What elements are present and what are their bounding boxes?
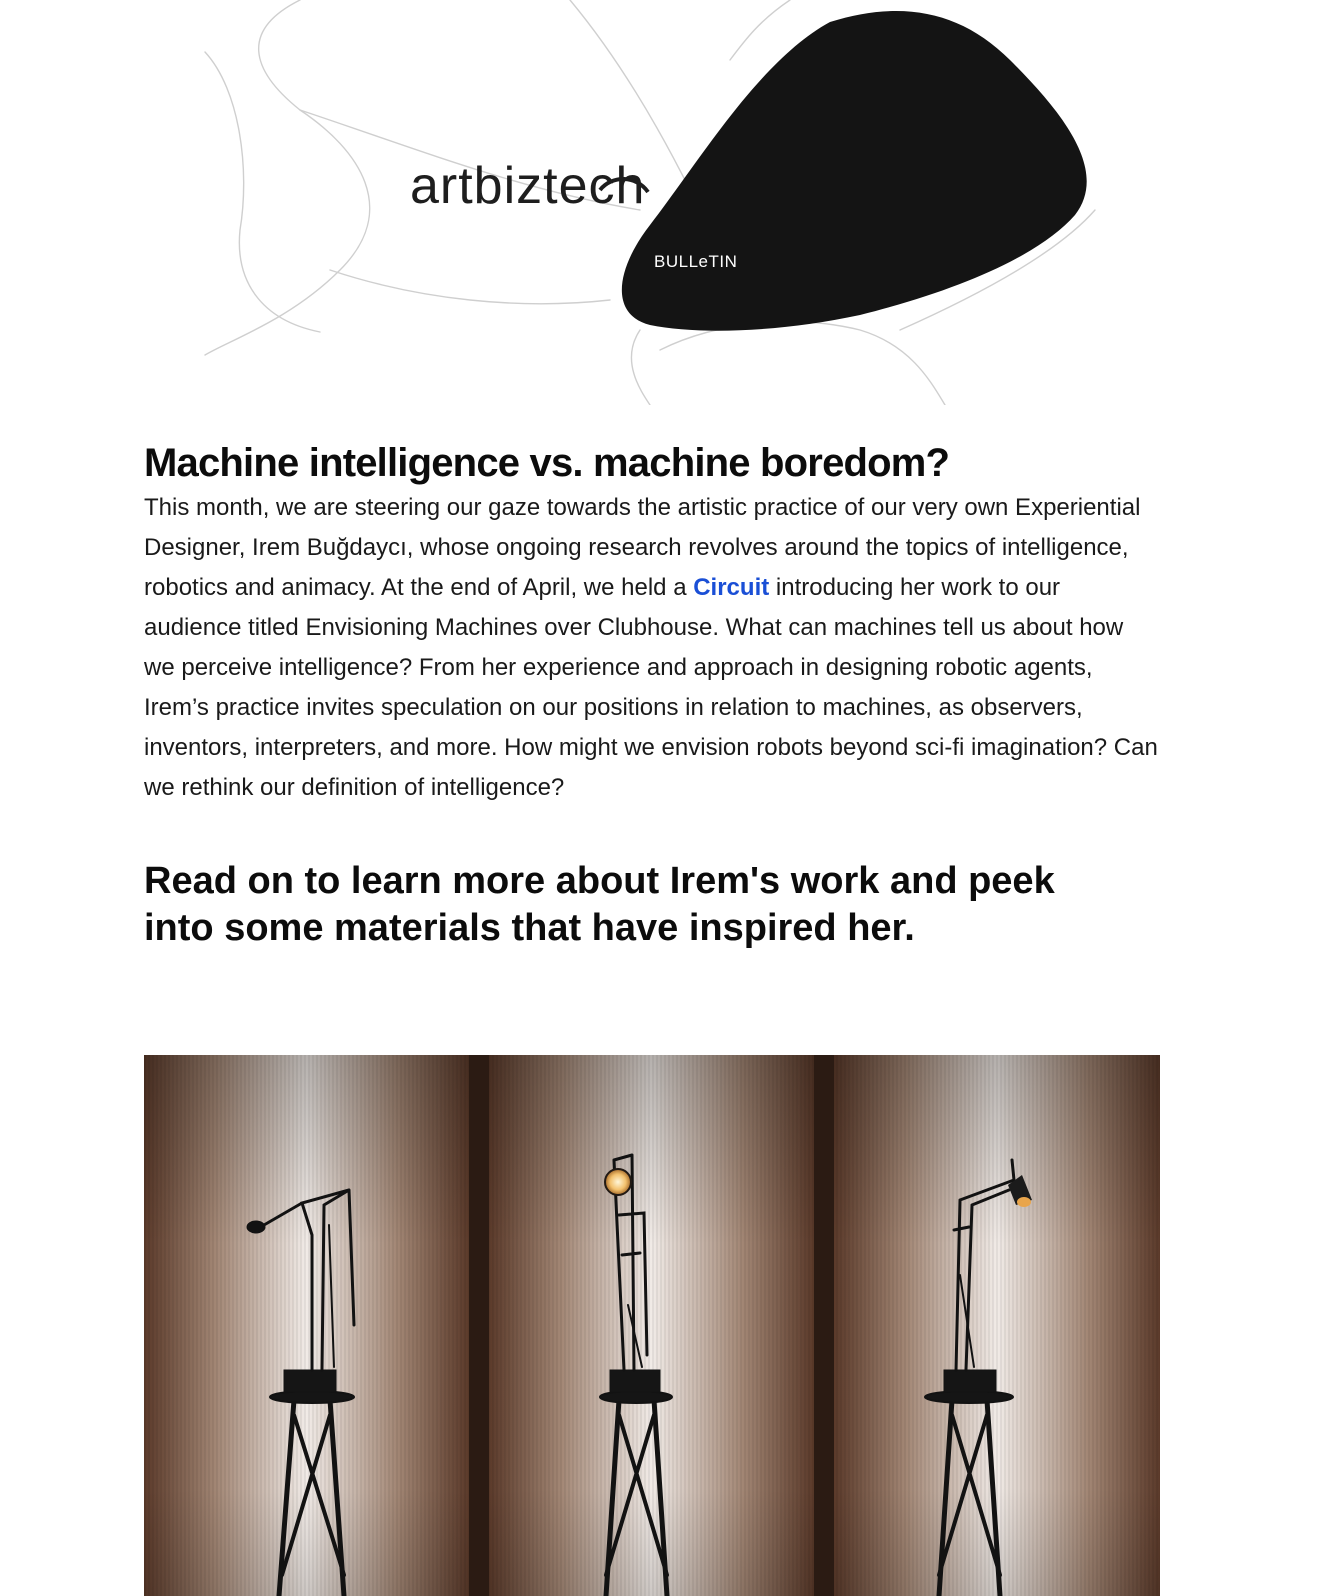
article-body-text-1: This month, we are steering our gaze towards the artistic practice of our very own Experiential Designer, Irem Buğdaycı, whose ongoing research revolves around the topics of intelligence, robotics and animacy. At the end of April, we held a [144, 494, 1141, 601]
article-title: Machine intelligence vs. machine boredom? [144, 441, 950, 485]
brand-wordmark: artbiztech [410, 157, 646, 215]
article-content [144, 438, 1160, 952]
three-robotic-lamps-photo [144, 1055, 1160, 1596]
lamp-bulb-2 [605, 1169, 631, 1195]
bulletin-header [0, 0, 1324, 405]
header-line-art [0, 0, 1324, 405]
circuit-link[interactable]: Circuit [693, 574, 770, 601]
article-body [144, 488, 1160, 808]
photo-illustration [144, 1055, 1160, 1596]
black-blob-shape [622, 11, 1087, 331]
read-on-heading: Read on to learn more about Irem's work and peek into some materials that have inspired her. [144, 860, 1055, 949]
brand-subtitle: BULLeTIN [654, 252, 738, 271]
article-body-text-2: introducing her work to our audience titled Envisioning Machines over Clubhouse. What can machines tell us about how we perceive intelligence? From her experience and approach in designing robotic agents, Irem’s practice invites speculation on our positions in relation to machines, as observers, inventors, interpreters, and more. How might we envision robots beyond sci-fi imagination? Can we rethink our definition of intelligence? [144, 574, 1158, 801]
